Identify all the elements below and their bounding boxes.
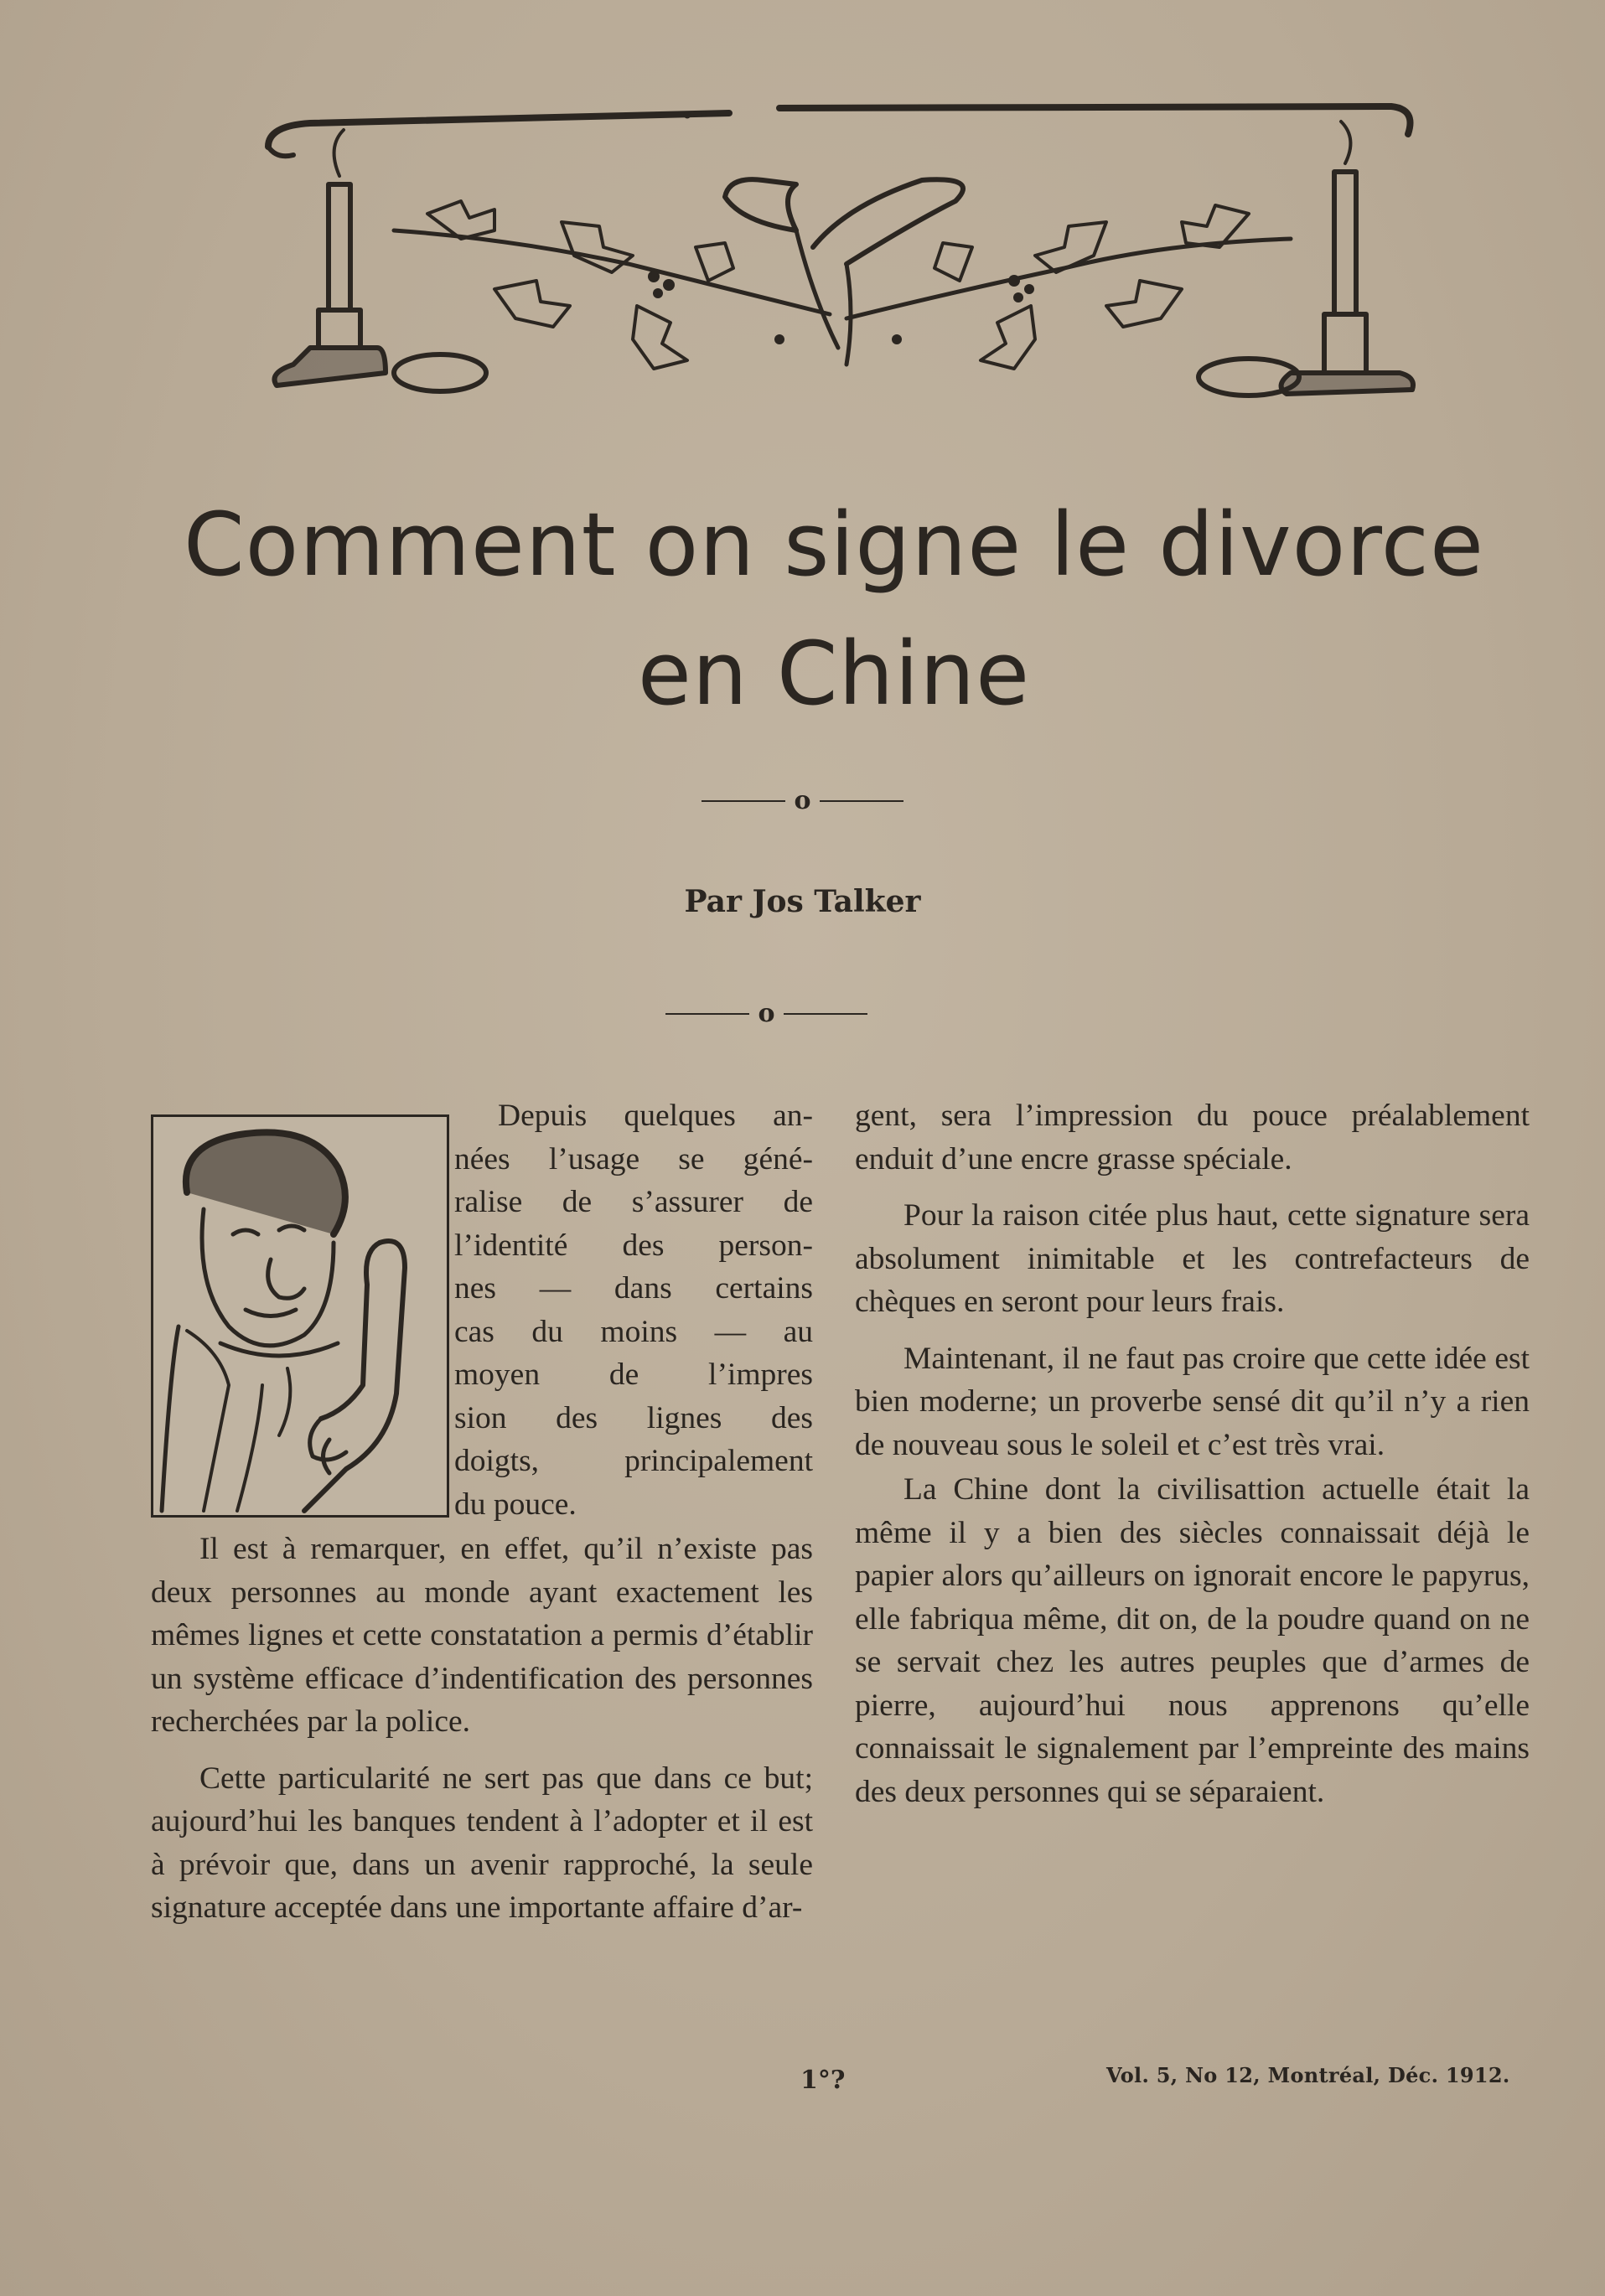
paragraph-continued: gent, sera l’impression du pouce préalablement enduit d’une encre grasse spéciale. (855, 1099, 1530, 1176)
paragraph: Cette particularité ne sert pas que dans ce but; aujourd’hui les banques tendent à l’adopter et il est à prévoir que, dans un avenir rapproché, la seule signature acceptée dans une importante affaire d’ar- (151, 1761, 813, 1925)
page-number: 1°? (800, 2066, 846, 2095)
wrapped-opening-text (454, 1094, 813, 1526)
volume-info: Vol. 5, No 12, Montréal, Déc. 1912. (1106, 2063, 1510, 2087)
title-divider (0, 784, 1605, 818)
divider-mark: o (794, 786, 811, 815)
right-column (855, 1094, 1530, 1813)
wrap-line: nes — dans certains (454, 1271, 813, 1306)
wrap-line: Depuis quelques an- (498, 1099, 813, 1133)
wrap-line: sion des lignes des (454, 1400, 813, 1435)
wrap-line: moyen de l’impres (454, 1357, 813, 1392)
paragraph: Il est à remarquer, en effet, qu’il n’existe pas deux personnes au monde ayant exactement les mêmes lignes et cette constatation a permis d’établir un système efficace d’indentification des personnes recherchées par la police. (151, 1532, 813, 1739)
article-title-line-1: Comment on signe le divorce (184, 494, 1484, 596)
divider-mark-2: o (758, 999, 775, 1028)
wrap-line: cas du moins — au (454, 1314, 813, 1349)
wrap-line: ralise de s’assurer de (454, 1185, 813, 1219)
wrap-line: du pouce. (454, 1487, 577, 1522)
holly-candles-ornament (260, 96, 1425, 440)
left-column (151, 1094, 813, 1930)
paragraph: Maintenant, il ne faut pas croire que cette idée est bien moderne; un proverbe sensé dit qu’il n’y a rien de nouveau sous le soleil et c’est très vrai. (855, 1341, 1530, 1462)
wrap-line: l’identité des person- (454, 1228, 813, 1263)
paragraph: La Chine dont la civilisattion actuelle était la même il y a bien des siècles connaissait déjà le papier alors qu’ailleurs on ignorait encore le papyrus, elle fabriqua même, dit on, de la poudre quand on ne se servait chez les autres peuples que d’armes de pierre, aujourd’hui nous apprenons qu’elle connaissait le signalement par l’empreinte des mains des deux personnes qui se séparaient. (855, 1472, 1530, 1809)
wrap-line: nées l’usage se géné- (454, 1141, 813, 1176)
paragraph: Pour la raison citée plus haut, cette signature sera absolument inimitable et les contrefacteurs de chèques en seront pour leurs frais. (855, 1198, 1530, 1319)
wrap-line: doigts, principalement (454, 1444, 813, 1478)
byline: Par Jos Talker (684, 884, 921, 919)
byline-divider (0, 997, 1569, 1031)
article-title-line-2: en Chine (637, 623, 1031, 725)
